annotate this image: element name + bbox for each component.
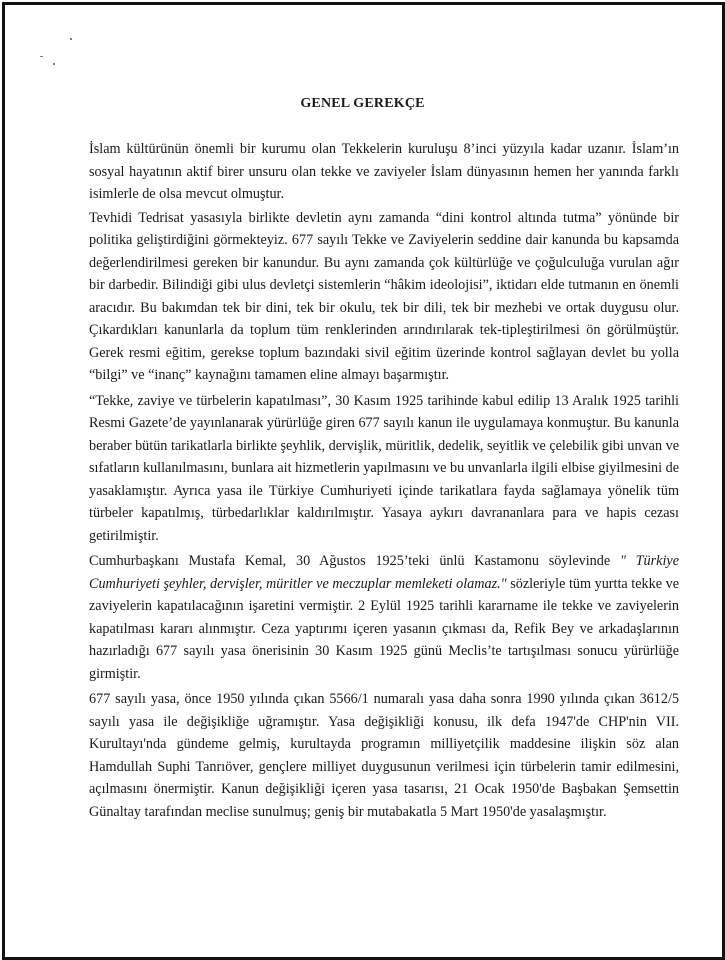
paragraph-4-rest: sözleriyle tüm yurtta tekke ve zaviyelerin kapatılacağının işaretini vermiştir. 2 Eylül 1925 tarihli kararname ile tekke ve zaviyelerin kapatılması kararı alınmıştır. Ceza yaptırımı içeren yasanın çıkması da, Refik Bey ve arkadaşlarının hazırladığı 677 sayılı yasa önerisinin 30 Kasım 1925 günü Meclis’te tartışılması sonucu yürürlüğe girmiştir. [89,575,680,682]
paragraph-3: “Tekke, zaviye ve türbelerin kapatılması”, 30 Kasım 1925 tarihinde kabul edilip 13 Aralık 1925 tarihli Resmi Gazete’de yayınlanarak yürürlüğe giren 677 sayılı kanun ile uygulamaya konmuştur. Bu kanunla beraber bütün tarikatlarla birlikte şeyhlik, dervişlik, müritlik, dedelik, seyitlik ve çelebilik gibi unvan ve sıfatların kullanılmasını, bunlara ait hizmetlerin yapılmasını ve bu unvanlarla ilgili elbise giyilmesini de yasaklamıştır. Ayrıca yasa ile Türkiye Cumhuriyeti içinde tarikatlara fayda sağlamaya yönelik tüm türbeler kapatılmış, türbedarlıklar kaldırılmıştır. Yasaya aykırı davrananlara para ve hapis cezası getirilmiştir. [89,392,679,544]
scan-speck [70,38,72,40]
paragraph-4-lead: Cumhurbaşkanı Mustafa Kemal, 30 Ağustos 1925’teki ünlü Kastamonu söylevinde [89,553,620,569]
scan-speck [40,56,43,57]
paragraph-2: Tevhidi Tedrisat yasasıyla birlikte devletin aynı zamanda “dini kontrol altında tutma” yönünde bir politika geliştirdiğini görmekteyiz. 677 sayılı Tekke ve Zaviyelerin seddine dair kanunda bu kapsamda değerlendirilmesi gereken bir kanundur. Bu aynı zamanda çok kültürlüğe ve çoğulculuğa vurulan ağır bir darbedir. Bilindiği gibi ulus devletçi sistemlerin “hâkim ideolojisi”, iktidarı elde tutmanın en önemli aracıdır. Bu bakımdan tek bir dini, tek bir okulu, tek bir dili, tek bir mezhebi ve ortak duygusu olur. Çıkardıkları kanunlarla da toplum tüm renklerinden arındırılarak tek-tipleştirilmesi ön görülmüştür. Gerek resmi eğitim, gerekse toplum bazındaki sivil eğitim üzerinde kontrol sağlayan devlet bu yolla “bilgi” ve “inanç” kaynağını tamamen eline almayı başarmıştır. [89,209,679,383]
document-body [89,138,679,824]
paragraph-4 [89,550,679,685]
paragraph-5: 677 sayılı yasa, önce 1950 yılında çıkan 5566/1 numaralı yasa daha sonra 1990 yılında çıkan 3612/5 sayılı yasa ile değişikliğe uğramıştır. Yasa değişikliği konusu, ilk defa 1947'de CHP'nin VII. Kurultayı'nda gündeme gelmiş, kurultayda programın milliyetçilik maddesine ilişkin söz alan Hamdullah Suphi Tanrıöver, gençlere milliyet duygusunun verilmesi için türbelerin tamir edilmesini, açılmasını önermiştir. Kanun değişikliği içeren yasa tasarısı, 21 Ocak 1950'de Başbakan Şemsettin Günaltay tarafından meclise sunulmuş; geniş bir mutabakatla 5 Mart 1950'de yasalaşmıştır. [89,691,679,820]
scan-speck [53,63,55,65]
document-title: GENEL GEREKÇE [300,96,425,111]
kastamonu-quote: " Türkiye Cumhuriyeti şeyhler, dervişler, müritler ve meczuplar memleketi olamaz." [89,553,679,592]
paragraph-1: İslam kültürünün önemli bir kurumu olan Tekkelerin kuruluşu 8’inci yüzyıla kadar uzanır. İslam’ın sosyal hayatının aktif birer unsuru olan tekke ve zaviyeler İslam dünyasının hemen her yanında farklı isimlerle de olsa mevcut olmuştur. [89,141,679,202]
